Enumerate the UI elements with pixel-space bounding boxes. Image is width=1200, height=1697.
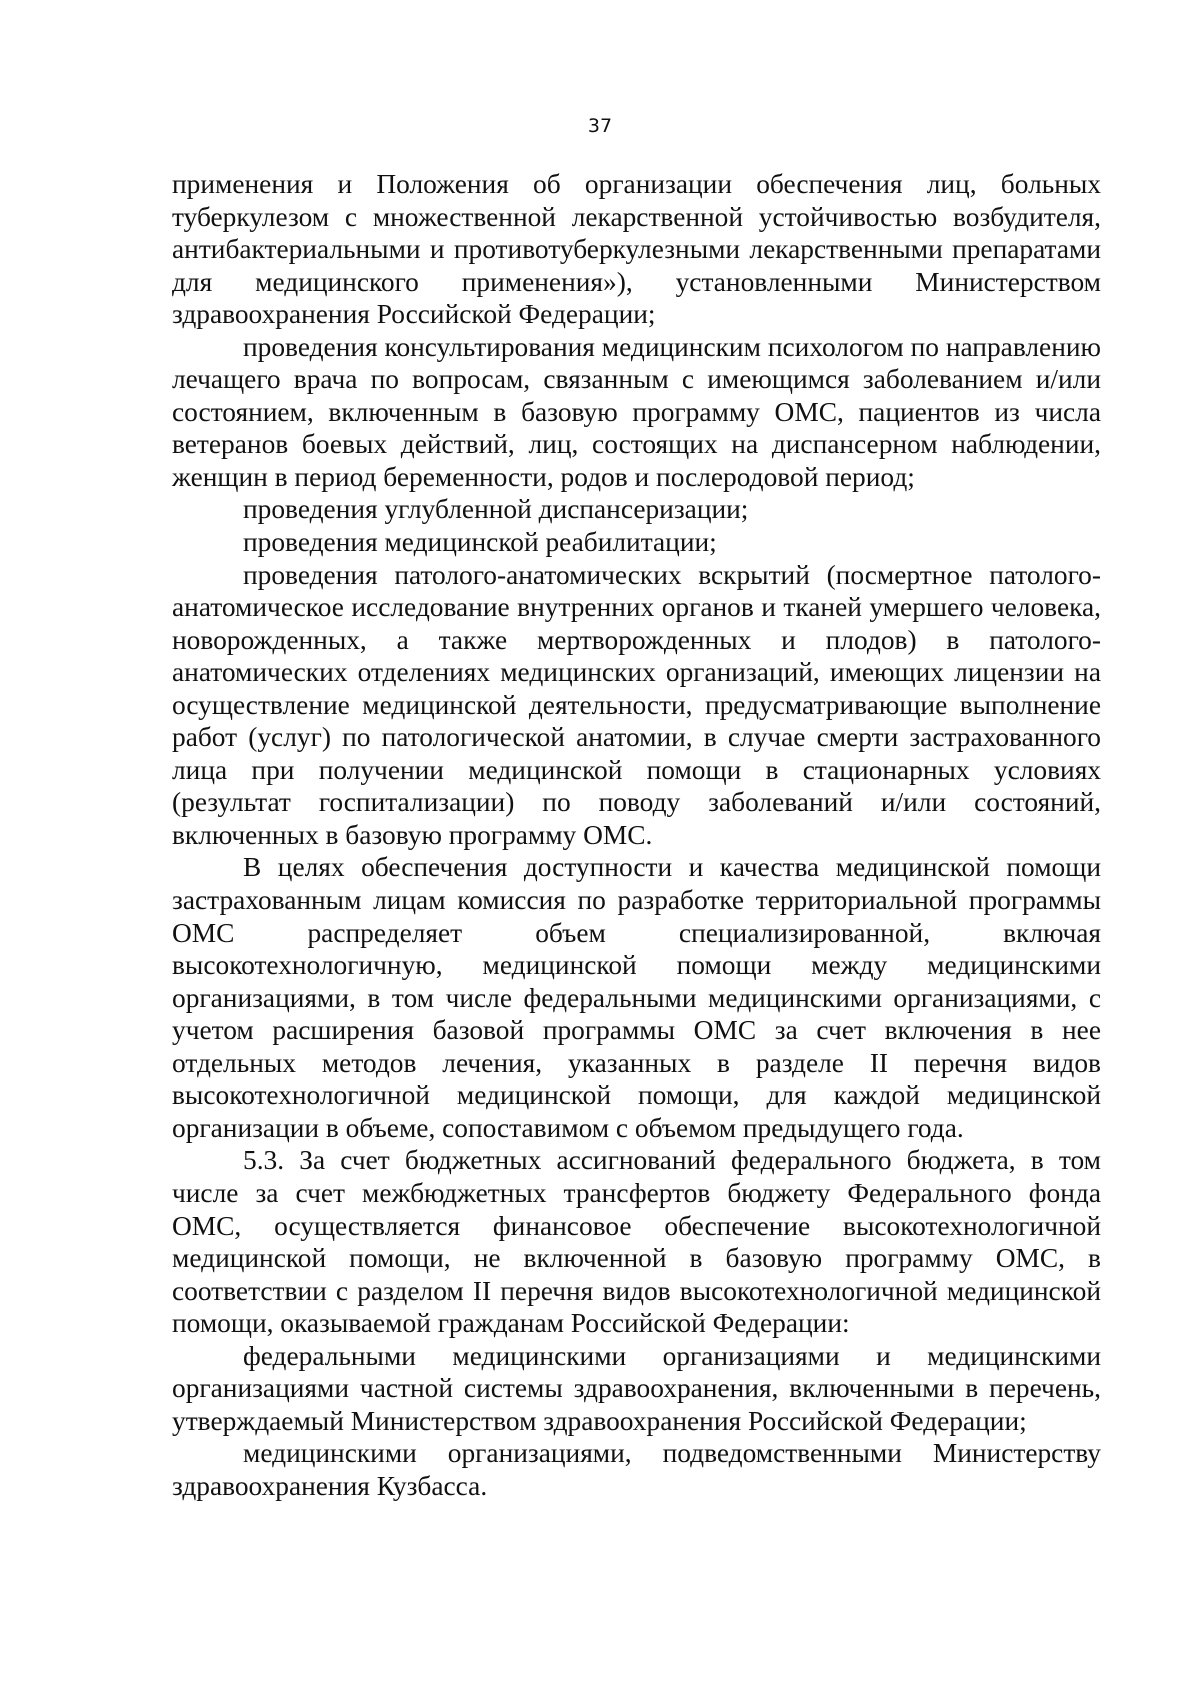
paragraph-federal-organizations: федеральными медицинскими организациями и медицинскими организациями частной системы здравоохранения, включенными в перечень, утверждаемый Министерством здравоохранения Российской Федерации;: [172, 1340, 1101, 1436]
page-number: 37: [587, 115, 613, 137]
paragraph-kuzbass-organizations: медицинскими организациями, подведомственными Министерству здравоохранения Кузбасса.: [172, 1438, 1101, 1501]
paragraph-psychologist-consulting: проведения консультирования медицинским психологом по направлению лечащего врача по вопросам, связанным с имеющимся заболеванием и/или состоянием, включенным в базовую программу ОМС, пациентов из числа ветеранов боевых действий, лиц, состоящих на диспансерном наблюдении, женщин в период беременности, родов и послеродовой период;: [172, 331, 1101, 492]
paragraph-medical-rehabilitation: проведения медицинской реабилитации;: [243, 527, 717, 558]
paragraph-commission-distribution: В целях обеспечения доступности и качества медицинской помощи застрахованным лицам комиссия по разработке территориальной программы ОМС распределяет объем специализированной, включая высокотехнологичную, медицинской помощи между медицинскими организациями, в том числе федеральными медицинскими организациями, с учетом расширения базовой программы ОМС за счет включения в нее отдельных методов лечения, указанных в разделе II перечня видов высокотехнологичной медицинской помощи, для каждой медицинской организации в объеме, сопоставимом с объемом предыдущего года.: [172, 852, 1101, 1143]
paragraph-continuation: применения и Положения об организации обеспечения лиц, больных туберкулезом с множественной лекарственной устойчивостью возбудителя, антибактериальными и противотуберкулезными лекарственными препаратами для медицинского применения»), установленными Министерством здравоохранения Российской Федерации;: [172, 169, 1101, 330]
paragraph-section-5-3: 5.3. За счет бюджетных ассигнований федерального бюджета, в том числе за счет межбюджетных трансфертов бюджету Федерального фонда ОМС, осуществляется финансовое обеспечение высокотехнологичной медицинской помощи, не включенной в базовую программу ОМС, в соответствии с разделом II перечня видов высокотехнологичной медицинской помощи, оказываемой гражданам Российской Федерации:: [172, 1145, 1101, 1339]
paragraph-autopsies: проведения патолого-анатомических вскрытий (посмертное патолого-анатомическое исследование внутренних органов и тканей умершего человека, новорожденных, а также мертворожденных и плодов) в патолого-анатомических отделениях медицинских организаций, имеющих лицензии на осуществление медицинской деятельности, предусматривающие выполнение работ (услуг) по патологической анатомии, в случае смерти застрахованного лица при получении медицинской помощи в стационарных условиях (результат госпитализации) по поводу заболеваний и/или состояний, включенных в базовую программу ОМС.: [172, 559, 1101, 850]
paragraph-in-depth-dispensarization: проведения углубленной диспансеризации;: [243, 494, 749, 525]
document-body: [172, 168, 1101, 1502]
